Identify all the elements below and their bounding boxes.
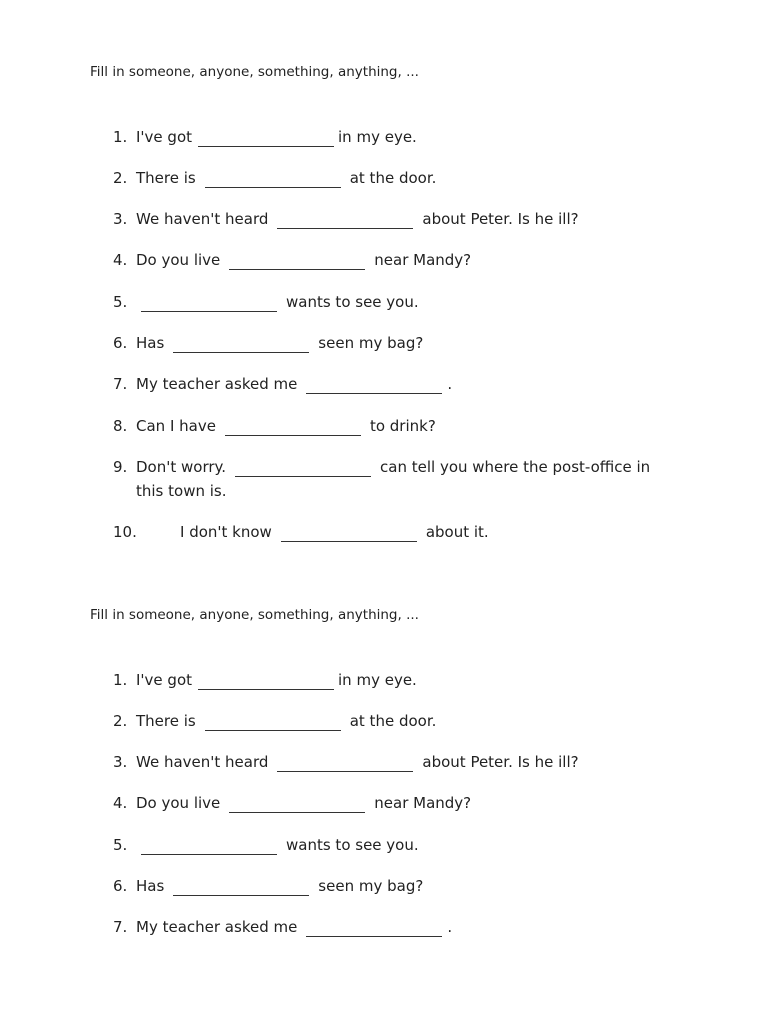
text-before-blank: My teacher asked me xyxy=(136,375,298,393)
text-before-blank: Do you live xyxy=(136,251,221,269)
text-after-blank: wants to see you. xyxy=(286,293,419,311)
item-number: 10. xyxy=(113,523,137,541)
item-number: 8. xyxy=(113,417,128,435)
answer-blank[interactable] xyxy=(198,130,334,147)
answer-blank[interactable] xyxy=(225,419,361,436)
item-number: 7. xyxy=(113,918,128,936)
item-number: 6. xyxy=(113,334,128,352)
text-before-blank: Can I have xyxy=(136,417,216,435)
answer-blank[interactable] xyxy=(205,171,341,188)
answer-blank[interactable] xyxy=(141,295,277,312)
answer-blank[interactable] xyxy=(277,212,413,229)
text-after-blank: to drink? xyxy=(369,417,436,435)
text-before-blank: Has xyxy=(136,334,165,352)
instruction-text: Fill in someone, anyone, something, anything, ... xyxy=(90,64,419,80)
item-number: 3. xyxy=(113,210,128,228)
text-before-blank: Don't worry. xyxy=(136,458,227,476)
text-after-blank: about Peter. Is he ill? xyxy=(422,753,579,771)
text-before-blank: I don't know xyxy=(180,523,272,541)
answer-blank[interactable] xyxy=(205,714,341,731)
item-number: 1. xyxy=(113,128,128,146)
text-before-blank: Has xyxy=(136,877,165,895)
text-before-blank: We haven't heard xyxy=(136,210,269,228)
instruction-text: Fill in someone, anyone, something, anything, ... xyxy=(90,607,419,623)
item-number: 2. xyxy=(113,169,128,187)
answer-blank[interactable] xyxy=(229,796,365,813)
text-after-blank: at the door. xyxy=(349,712,437,730)
item-number: 4. xyxy=(113,794,128,812)
answer-blank[interactable] xyxy=(277,755,413,772)
answer-blank[interactable] xyxy=(198,673,334,690)
item-number: 9. xyxy=(113,458,128,476)
text-before-blank: I've got xyxy=(136,128,193,146)
text-after-blank: . xyxy=(447,375,453,393)
text-after-blank: about Peter. Is he ill? xyxy=(422,210,579,228)
text-continuation: this town is. xyxy=(136,482,227,500)
item-number: 3. xyxy=(113,753,128,771)
text-after-blank: near Mandy? xyxy=(374,251,472,269)
item-number: 1. xyxy=(113,671,128,689)
item-number: 5. xyxy=(113,836,128,854)
answer-blank[interactable] xyxy=(173,336,309,353)
item-number: 4. xyxy=(113,251,128,269)
answer-blank[interactable] xyxy=(235,460,371,477)
item-number: 5. xyxy=(113,293,128,311)
answer-blank[interactable] xyxy=(229,253,365,270)
answer-blank[interactable] xyxy=(306,377,442,394)
item-number: 2. xyxy=(113,712,128,730)
answer-blank[interactable] xyxy=(173,879,309,896)
text-before-blank: Do you live xyxy=(136,794,221,812)
text-before-blank: My teacher asked me xyxy=(136,918,298,936)
item-number: 7. xyxy=(113,375,128,393)
text-after-blank: at the door. xyxy=(349,169,437,187)
answer-blank[interactable] xyxy=(281,525,417,542)
text-before-blank: I've got xyxy=(136,671,193,689)
text-before-blank: There is xyxy=(136,169,196,187)
text-before-blank: There is xyxy=(136,712,196,730)
answer-blank[interactable] xyxy=(306,920,442,937)
text-after-blank: near Mandy? xyxy=(374,794,472,812)
text-after-blank: about it. xyxy=(425,523,489,541)
text-after-blank: in my eye. xyxy=(338,128,417,146)
answer-blank[interactable] xyxy=(141,838,277,855)
text-after-blank: seen my bag? xyxy=(318,877,424,895)
text-before-blank: We haven't heard xyxy=(136,753,269,771)
text-after-blank: . xyxy=(447,918,453,936)
text-after-blank: can tell you where the post-office in xyxy=(380,458,651,476)
text-after-blank: seen my bag? xyxy=(318,334,424,352)
item-number: 6. xyxy=(113,877,128,895)
text-after-blank: in my eye. xyxy=(338,671,417,689)
text-after-blank: wants to see you. xyxy=(286,836,419,854)
